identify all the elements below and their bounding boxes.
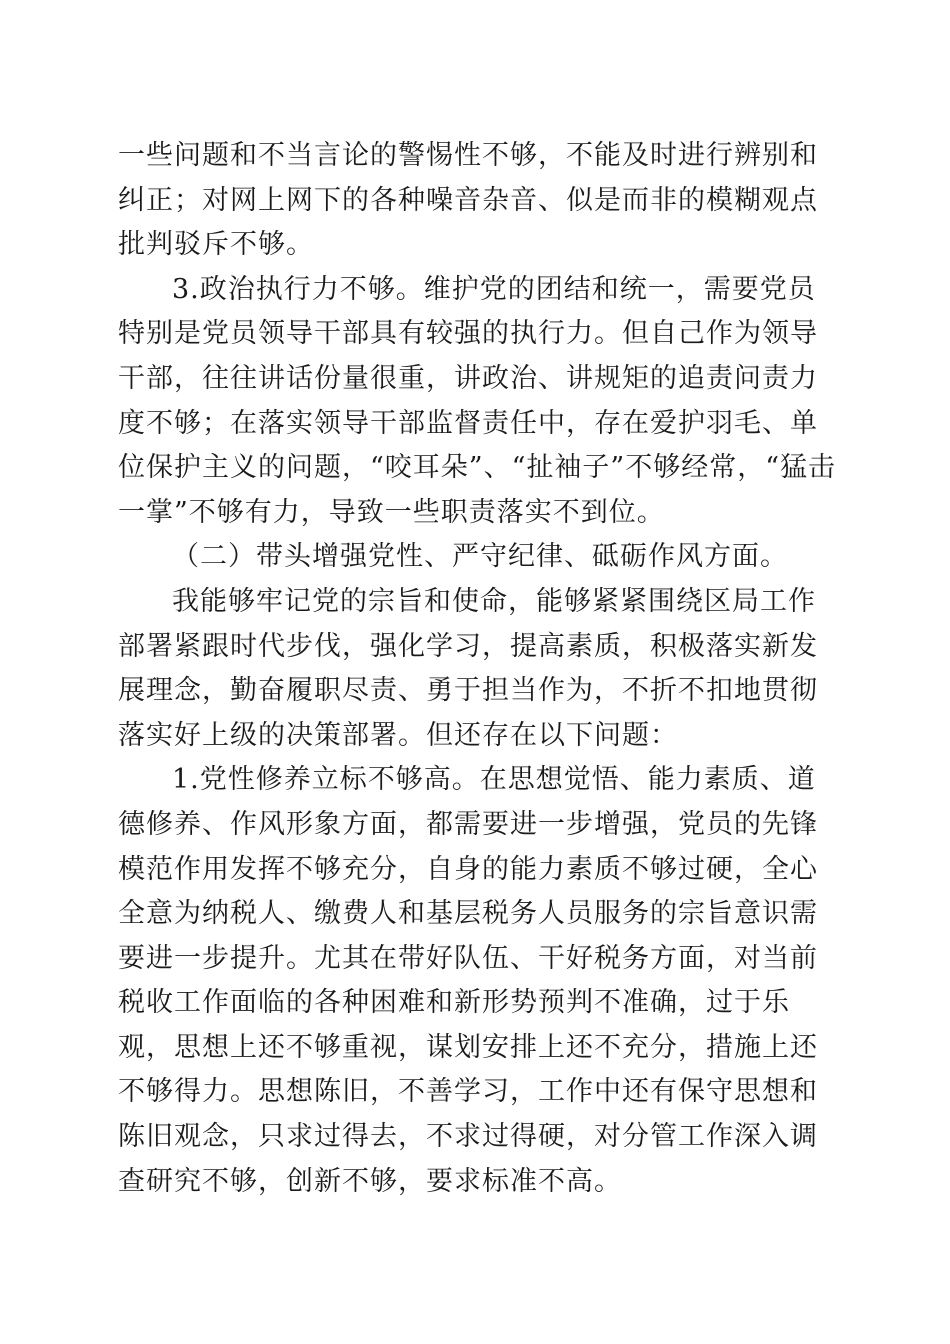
paragraph-intro: 我能够牢记党的宗旨和使命，能够紧紧围绕区局工作部署紧跟时代步伐，强化学习，提高素质，积极落实新发展理念，勤奋履职尽责、勇于担当作为，不折不扣地贯彻落实好上级的决策部署。但还存在以下问题： <box>118 585 818 751</box>
document-body <box>118 134 838 1204</box>
paragraph-political-execution: 3.政治执行力不够。维护党的团结和统一，需要党员特别是党员领导干部具有较强的执行力。但自己作为领导干部，往往讲话份量很重，讲政治、讲规矩的追责问责力度不够；在落实领导干部监督责任中，存在爱护羽毛、单位保护主义的问题，“咬耳朵”、“扯袖子”不够经常，“猛击一掌”不够有力，导致一些职责落实不到位。 <box>118 273 837 528</box>
section-heading-two: （二）带头增强党性、严守纪律、砥砺作风方面。 <box>172 541 788 573</box>
paragraph-continuation: 一些问题和不当言论的警惕性不够，不能及时进行辨别和纠正；对网上网下的各种噪音杂音、似是而非的模糊观点批判驳斥不够。 <box>118 140 818 261</box>
paragraph-party-spirit: 1.党性修养立标不够高。在思想觉悟、能力素质、道德修养、作风形象方面，都需要进一步增强，党员的先锋模范作用发挥不够充分，自身的能力素质不够过硬，全心全意为纳税人、缴费人和基层税务人员服务的宗旨意识需要进一步提升。尤其在带好队伍、干好税务方面，对当前税收工作面临的各种困难和新形势预判不准确，过于乐观，思想上还不够重视，谋划安排上还不充分，措施上还不够得力。思想陈旧，不善学习，工作中还有保守思想和陈旧观念，只求过得去，不求过得硬，对分管工作深入调查研究不够，创新不够，要求标准不高。 <box>118 764 818 1197</box>
